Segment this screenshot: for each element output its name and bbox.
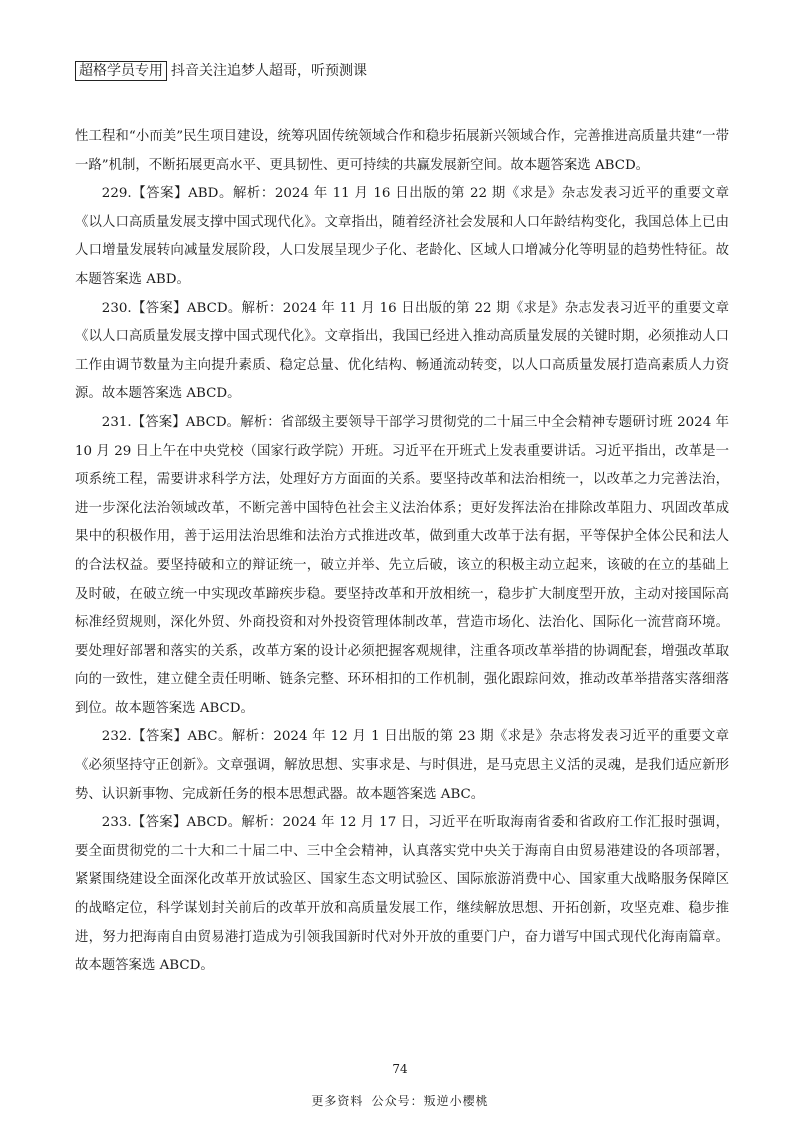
- answer-232: 232.【答案】ABC。解析：2024 年 12 月 1 日出版的第 23 期《求是》杂志将发表习近平的重要文章《必须坚持守正创新》。文章强调，解放思想、实事求是、与时俱进，是马克思主义活的灵魂，是我们适应新形势、认识新事物、完成新任务的根本思想武器。故本题答案选 ABC。: [75, 729, 729, 802]
- page-header: [75, 61, 367, 81]
- page-number: 74: [392, 1062, 408, 1076]
- header-badge: 超格学员专用: [75, 61, 167, 81]
- page-footer: 更多资料 公众号：叛逆小樱桃: [311, 1094, 489, 1108]
- paragraph-continuation: 性工程和“小而美”民生项目建设，统筹巩固传统领域合作和稳步拓展新兴领域合作，完善推进高质量共建“一带一路”机制，不断拓展更高水平、更具韧性、更可持续的共赢发展新空间。故本题答案选 ABCD。: [75, 129, 729, 173]
- answer-229: 229.【答案】ABD。解析：2024 年 11 月 16 日出版的第 22 期《求是》杂志发表习近平的重要文章《以人口高质量发展支撑中国式现代化》。文章指出，随着经济社会发展和人口年龄结构变化，我国总体上已由人口增量发展转向减量发展阶段，人口发展呈现少子化、老龄化、区域人口增减分化等明显的趋势性特征。故本题答案选 ABD。: [75, 186, 729, 287]
- answer-231: 231.【答案】ABCD。解析：省部级主要领导干部学习贯彻党的二十届三中全会精神专题研讨班 2024 年 10 月 29 日上午在中央党校（国家行政学院）开班。习近平在开班式上发表重要讲话。习近平指出，改革是一项系统工程，需要讲求科学方法，处理好方方面面的关系。要坚持改革和法治相统一，以改革之力完善法治，进一步深化法治领域改革，不断完善中国特色社会主义法治体系；更好发挥法治在排除改革阻力、巩固改革成果中的积极作用，善于运用法治思维和法治方式推进改革，做到重大改革于法有据，平等保护全体公民和法人的合法权益。要坚持破和立的辩证统一，破立并举、先立后破，该立的积极主动立起来，该破的在立的基础上及时破，在破立统一中实现改革蹄疾步稳。要坚持改革和开放相统一，稳步扩大制度型开放，主动对接国际高标准经贸规则，深化外贸、外商投资和对外投资管理体制改革，营造市场化、法治化、国际化一流营商环境。要处理好部署和落实的关系，改革方案的设计必须把握客观规律，注重各项改革举措的协调配套，增强改革取向的一致性，建立健全责任明晰、链条完整、环环相扣的工作机制，强化跟踪问效，推动改革举措落实落细落到位。故本题答案选 ABCD。: [75, 414, 729, 716]
- answer-230: 230.【答案】ABCD。解析：2024 年 11 月 16 日出版的第 22 期《求是》杂志发表习近平的重要文章《以人口高质量发展支撑中国式现代化》。文章指出，我国已经进入推动高质量发展的关键时期，必须推动人口工作由调节数量为主向提升素质、稳定总量、优化结构、畅通流动转变，以人口高质量发展打造高素质人力资源。故本题答案选 ABCD。: [75, 300, 729, 402]
- header-tagline: 抖音关注追梦人超哥，听预测课: [171, 63, 367, 79]
- document-body: [75, 123, 729, 981]
- answer-233: 233.【答案】ABCD。解析：2024 年 12 月 17 日，习近平在听取海南省委和省政府工作汇报时强调，要全面贯彻党的二十大和二十届二中、三中全会精神，认真落实党中央关于海南自由贸易港建设的各项部署，紧紧围绕建设全面深化改革开放试验区、国家生态文明试验区、国际旅游消费中心、国家重大战略服务保障区的战略定位，科学谋划封关前后的改革开放和高质量发展工作，继续解放思想、开拓创新，攻坚克难、稳步推进，努力把海南自由贸易港打造成为引领我国新时代对外开放的重要门户，奋力谱写中国式现代化海南篇章。故本题答案选 ABCD。: [75, 815, 729, 974]
